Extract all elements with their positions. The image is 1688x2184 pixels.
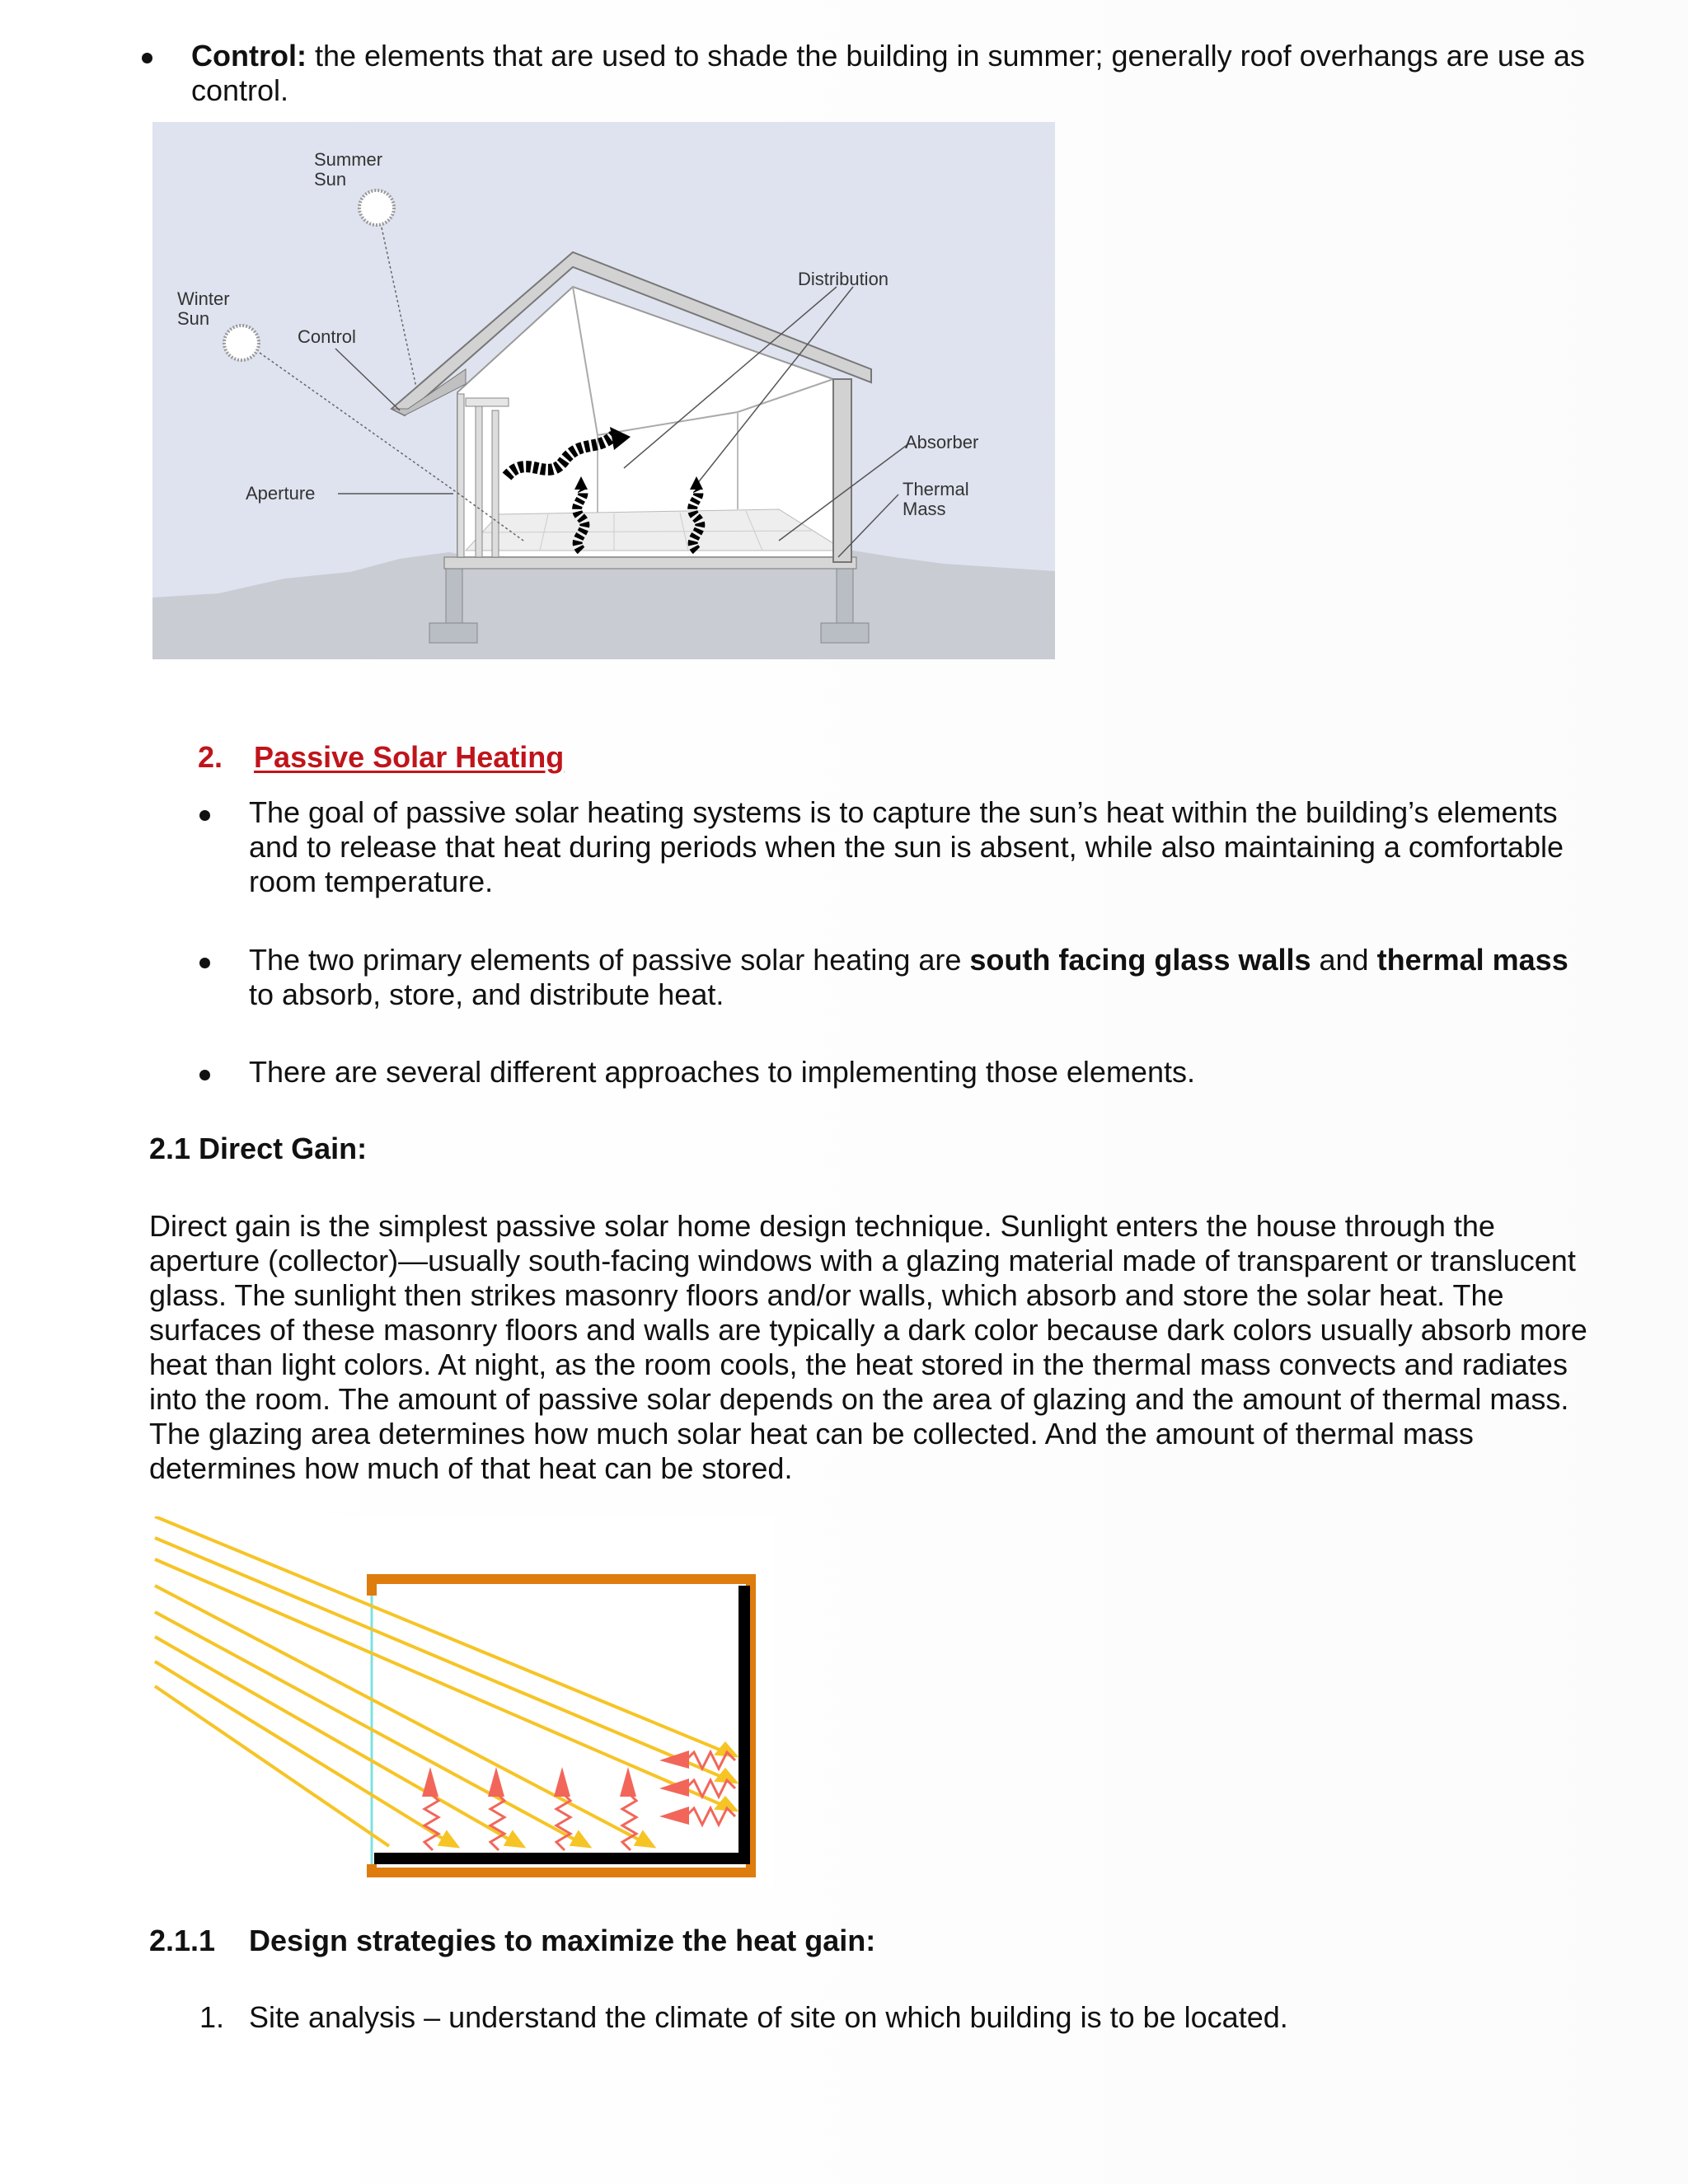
control-label: Control: [298, 326, 356, 347]
floor-tiles: [466, 509, 845, 551]
thermal-mass-term: thermal mass: [1376, 943, 1568, 977]
heat-arrowheads-left: [659, 1750, 689, 1825]
summer-sun-icon: [359, 190, 394, 225]
winter-sun-label-line1: Winter: [177, 288, 230, 309]
absorber-label: Absorber: [905, 432, 979, 452]
control-description: the elements that are used to shade the building in summer; generally roof overhangs are use as control.: [191, 39, 1585, 107]
bullet-dot: [199, 958, 210, 968]
section-2-1-1-number: 2.1.1: [149, 1924, 216, 1957]
direct-gain-svg: [148, 1516, 775, 1887]
control-term: Control:: [191, 39, 307, 73]
left-footing: [429, 623, 477, 643]
thermal-mass-label-line1: Thermal: [903, 479, 969, 499]
south-facing-glass-walls-term: south facing glass walls: [969, 943, 1311, 977]
passive-solar-house-diagram: [152, 122, 1055, 659]
section-2-number: 2.: [198, 740, 223, 774]
control-bullet-text: [191, 39, 1592, 108]
thermal-mass-label-line2: Mass: [903, 499, 946, 519]
section-2-heading: [198, 740, 564, 775]
list-item-text: Site analysis – understand the climate of site on which building is to be located.: [249, 2000, 1288, 2034]
distribution-label: Distribution: [798, 269, 889, 289]
section-2-bullet-2: The two primary elements of passive solar heating are south facing glass walls and thermal mass to absorb, store, and distribute heat.: [249, 943, 1568, 1011]
bullet-dot: [199, 1070, 210, 1080]
section-2-title: Passive Solar Heating: [254, 740, 565, 774]
bullet-dot: [142, 53, 152, 63]
floor-slab: [444, 557, 856, 569]
section-2-bullet-1: The goal of passive solar heating systems is to capture the sun’s heat within the building’s elements and to release that heat during periods when the sun is absent, while also maintaining a comfortable room temperature.: [249, 795, 1564, 898]
aperture-label: Aperture: [246, 483, 316, 504]
thermal-mass-floor: [374, 1853, 745, 1864]
list-item-number: 1.: [199, 2000, 225, 2034]
winter-sun-icon: [224, 326, 259, 360]
sun-rays: [155, 1516, 735, 1846]
section-2-1-heading: 2.1 Direct Gain:: [149, 1132, 368, 1165]
right-footing: [821, 623, 869, 643]
section-2-1-1-heading: [149, 1924, 876, 1958]
summer-sun-label-line2: Sun: [314, 169, 347, 190]
section-2-1-1-title: Design strategies to maximize the heat gain:: [249, 1924, 876, 1957]
summer-sun-label-line1: Summer: [314, 149, 383, 170]
right-pier: [837, 565, 853, 624]
direct-gain-paragraph: Direct gain is the simplest passive solar home design technique. Sunlight enters the house through the aperture (collector)—usually south-facing windows with a glazing material made of transparent or translucent glass. The sunlight then strikes masonry floors and/or walls, which absorb and store the solar heat. The surfaces of these masonry floors and walls are typically a dark color because dark colors usually absorb more heat than light colors. At night, as the room cools, the heat stored in the thermal mass convects and radiates into the room. The amount of passive solar depends on the area of glazing and the amount of thermal mass. The glazing area determines how much solar heat can be collected. And the amount of thermal mass determines how much of that heat can be stored.: [149, 1209, 1587, 1485]
direct-gain-diagram: [148, 1516, 775, 1887]
winter-sun-label-line2: Sun: [177, 308, 210, 329]
left-pier: [446, 565, 462, 624]
section-2-bullet-3: There are several different approaches to implementing those elements.: [249, 1055, 1195, 1089]
thermal-mass-wall: [738, 1586, 750, 1864]
right-wall: [833, 379, 851, 562]
bullet-dot: [199, 810, 210, 821]
house-diagram-svg: [152, 122, 1055, 659]
